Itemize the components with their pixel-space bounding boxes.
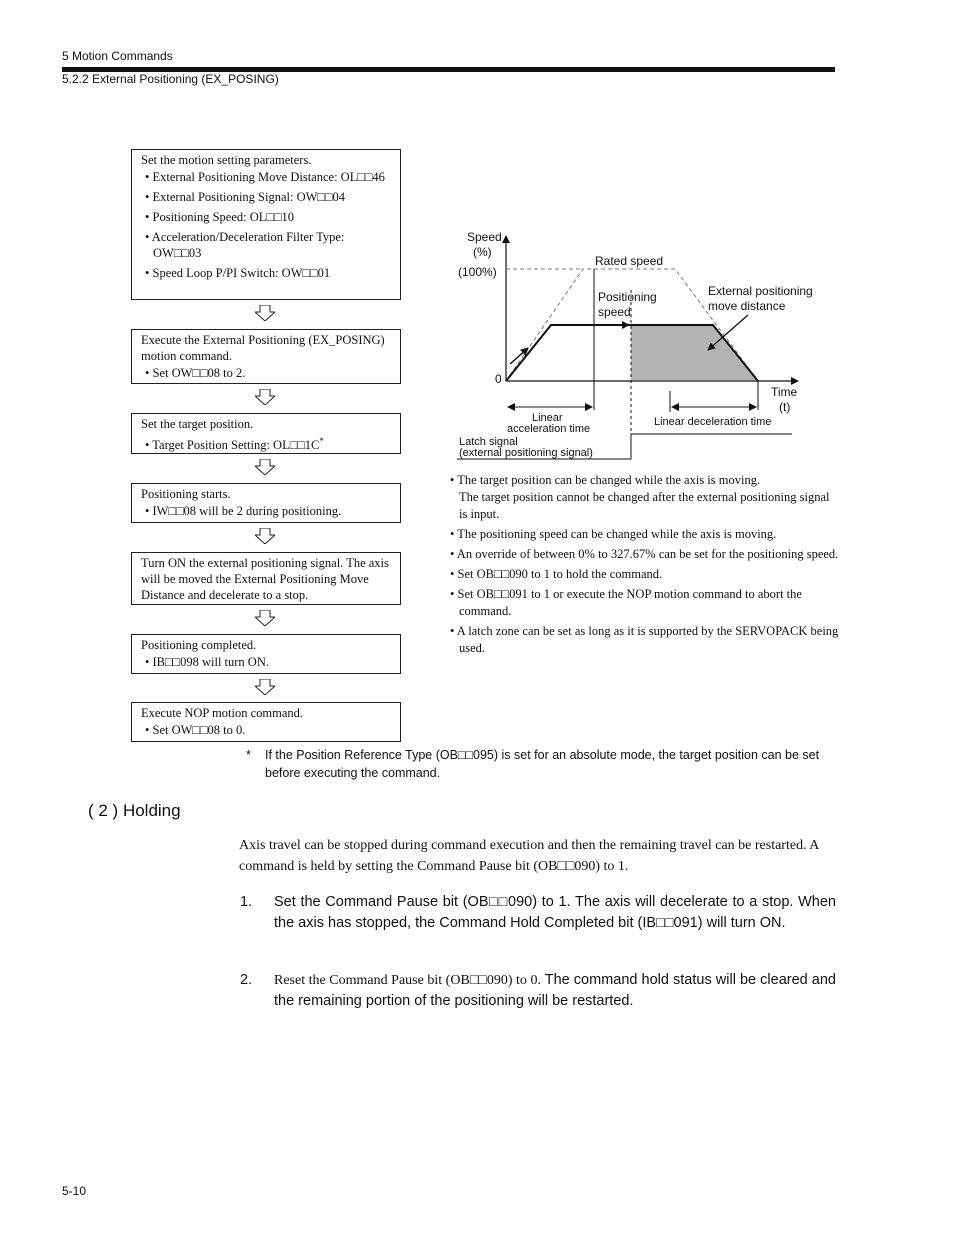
step-2 bbox=[240, 970, 836, 1012]
step-text-a: Reset the Command Pause bit (OB□□090) to 0. bbox=[274, 973, 541, 988]
note-item: The target position cannot be changed after the external positioning signal is input. bbox=[459, 490, 830, 521]
flow-item: • Positioning Speed: OL□□10 bbox=[145, 210, 294, 224]
ext-distance-label: External positioning bbox=[708, 284, 813, 298]
step-text: Set the Command Pause bit (OB□□090) to 1. The axis will decelerate to a stop. When the axis has stopped, the Command Hold Completed bit (IB□□091) will turn ON. bbox=[274, 894, 836, 931]
down-arrow-icon bbox=[255, 679, 275, 695]
footnote-mark: * bbox=[319, 436, 324, 446]
move-distance-area bbox=[631, 325, 758, 380]
flow-item-text: • Target Position Setting: OL□□1C bbox=[145, 438, 320, 453]
section-title: ( 2 ) Holding bbox=[88, 801, 181, 820]
latch-label: (external positioning signal) bbox=[459, 447, 593, 459]
flow-box-parameters bbox=[131, 149, 401, 300]
flow-item: • Acceleration/Deceleration Filter Type: OW□□03 bbox=[145, 230, 345, 260]
step-text bbox=[274, 970, 836, 1012]
flow-box-signal bbox=[131, 552, 401, 605]
linear-accel-label: acceleration time bbox=[507, 423, 591, 435]
speed-time-diagram bbox=[440, 225, 820, 465]
down-arrow-icon bbox=[255, 389, 275, 405]
flow-box-execute bbox=[131, 329, 401, 384]
flow-title: Positioning starts. bbox=[141, 487, 231, 501]
ext-distance-label: move distance bbox=[708, 299, 786, 313]
note-item: • A latch zone can be set as long as it is supported by the SERVOPACK being used. bbox=[450, 624, 839, 655]
flow-title: Set the motion setting parameters. bbox=[141, 153, 312, 167]
positioning-speed-label: Positioning bbox=[598, 290, 657, 304]
flow-item bbox=[141, 433, 392, 453]
time-label: Time bbox=[771, 385, 798, 399]
flow-title: Set the target position. bbox=[141, 417, 254, 431]
flow-box-completed bbox=[131, 634, 401, 674]
flow-title: Execute the External Positioning (EX_POSING) motion command. bbox=[141, 333, 385, 363]
note-item: • Set OB□□091 to 1 or execute the NOP motion command to abort the command. bbox=[450, 587, 802, 618]
step-text-b: The command hold status will be cleared and the remaining portion of the positioning will be restarted. bbox=[274, 972, 836, 1009]
note-item: • An override of between 0% to 327.67% can be set for the positioning speed. bbox=[450, 547, 839, 561]
rated-speed-label: Rated speed bbox=[595, 254, 664, 268]
down-arrow-icon bbox=[255, 305, 275, 321]
flow-title: Positioning completed. bbox=[141, 638, 257, 652]
pct100-label: (100%) bbox=[458, 265, 497, 279]
page-number: 5-10 bbox=[62, 1184, 87, 1198]
flow-box-start bbox=[131, 483, 401, 523]
down-arrow-icon bbox=[255, 459, 275, 475]
step-1 bbox=[240, 892, 836, 934]
flow-item: • IB□□098 will turn ON. bbox=[145, 655, 269, 669]
linear-accel-label: Linear bbox=[532, 412, 563, 424]
step-number: 1. bbox=[240, 894, 253, 910]
flow-box-target bbox=[131, 413, 401, 454]
down-arrow-icon bbox=[255, 610, 275, 626]
flow-title: Execute NOP motion command. bbox=[141, 706, 304, 720]
speed-unit: (%) bbox=[473, 245, 492, 259]
flow-item: • External Positioning Move Distance: OL□□46 bbox=[145, 170, 385, 184]
time-unit: (t) bbox=[779, 400, 791, 414]
positioning-speed-label: speed bbox=[598, 305, 631, 319]
footnote-mark: * bbox=[246, 748, 251, 762]
section-header: 5.2.2 External Positioning (EX_POSING) bbox=[62, 72, 279, 86]
note-item: • Set OB□□090 to 1 to hold the command. bbox=[450, 567, 663, 581]
zero-label: 0 bbox=[495, 372, 502, 386]
flow-item: • External Positioning Signal: OW□□04 bbox=[145, 190, 346, 204]
latch-label: Latch signal bbox=[459, 436, 518, 448]
note-item: • The target position can be changed while the axis is moving. bbox=[450, 473, 761, 487]
speed-label: Speed bbox=[467, 230, 502, 244]
linear-decel-label: Linear deceleration time bbox=[654, 416, 772, 428]
notes-list bbox=[449, 472, 839, 660]
chapter-header: 5 Motion Commands bbox=[62, 49, 173, 63]
footnote-text: If the Position Reference Type (OB□□095) is set for an absolute mode, the target position can be set before executing the command. bbox=[265, 748, 820, 780]
flow-item: • Set OW□□08 to 2. bbox=[145, 366, 246, 380]
flow-item: • Speed Loop P/PI Switch: OW□□01 bbox=[145, 266, 331, 280]
step-number: 2. bbox=[240, 972, 253, 988]
flow-item: • Set OW□□08 to 0. bbox=[145, 723, 246, 737]
down-arrow-icon bbox=[255, 528, 275, 544]
section-paragraph: Axis travel can be stopped during command execution and then the remaining travel can be restarted. A command is held by setting the Command Pause bit (OB□□090) to 1. bbox=[239, 838, 819, 874]
flow-box-nop bbox=[131, 702, 401, 742]
note-item: • The positioning speed can be changed while the axis is moving. bbox=[450, 527, 777, 541]
flow-item: • IW□□08 will be 2 during positioning. bbox=[145, 504, 342, 518]
footnote bbox=[246, 746, 836, 782]
flow-title: Turn ON the external positioning signal. The axis will be moved the External Positioning Move Distance and decelerate to a stop. bbox=[141, 556, 389, 602]
